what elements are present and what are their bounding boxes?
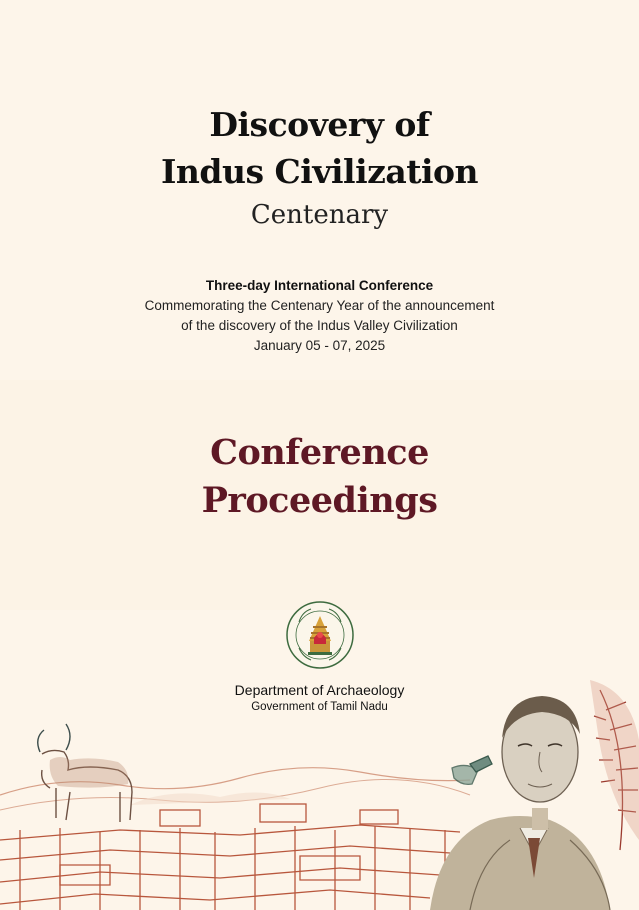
- portrait-sketch-icon: [430, 696, 610, 910]
- description-line-2: of the discovery of the Indus Valley Civilization: [181, 318, 458, 333]
- government-name: Government of Tamil Nadu: [251, 701, 388, 713]
- ruins-sketch-icon: [0, 660, 639, 910]
- description-line-1: Commemorating the Centenary Year of the announcement: [144, 298, 495, 313]
- title-line-2: Indus Civilization: [160, 152, 479, 191]
- proceedings-line-2: Proceedings: [201, 480, 438, 521]
- subtitle: Centenary: [250, 200, 389, 230]
- conference-info: [0, 276, 639, 356]
- conference-type: Three-day International Conference: [205, 278, 434, 293]
- proceedings-line-1: Conference: [210, 432, 429, 473]
- title-line-1: Discovery of: [209, 105, 430, 144]
- artifact-sketch-icon: [452, 756, 492, 784]
- department-name: Department of Archaeology: [234, 682, 405, 698]
- conference-dates: January 05 - 07, 2025: [253, 338, 386, 353]
